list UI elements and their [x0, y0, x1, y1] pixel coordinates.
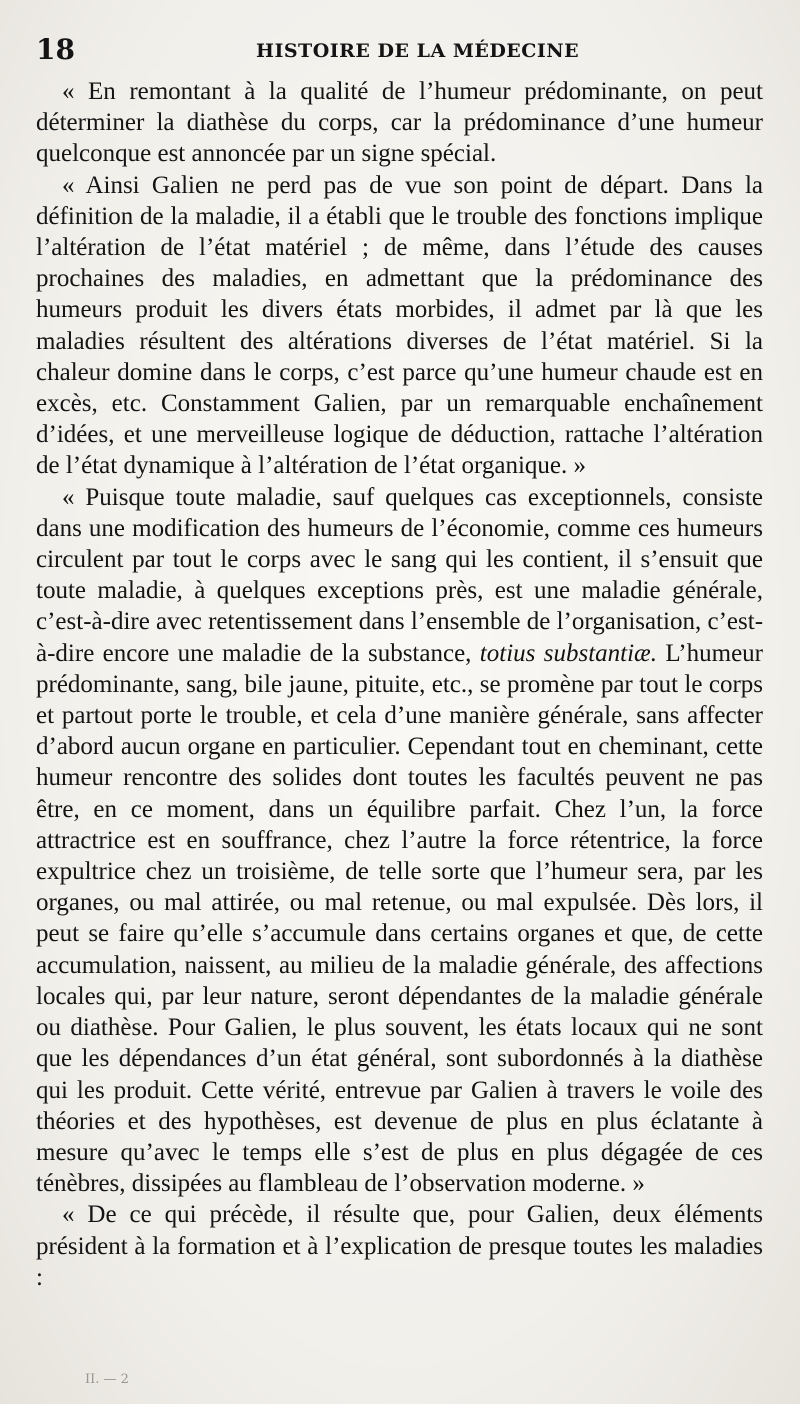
page-number: 18 — [36, 33, 75, 66]
page-header — [36, 34, 766, 66]
paragraph-4: « De ce qui précède, il résulte que, pour Galien, deux éléments président à la formation et à l’explication de presque toutes les maladies : — [36, 1201, 763, 1291]
signature-mark: II. — 2 — [85, 1372, 129, 1387]
paragraph-3 — [36, 482, 763, 1200]
paragraph-3-text-before: « Puisque toute maladie, sauf quelques cas exceptionnels, consiste dans une modification des humeurs de l’économie, comme ces humeurs circulent par tout le corps avec le sang qui les contient, il s’ensuit que toute maladie, à quelques exceptions près, est une maladie générale, c’est-à-dire avec retentissement dans l’ensemble de l’organisation, c’est-à-dire encore une maladie de la substance, — [36, 483, 764, 667]
paragraph-1: « En remontant à la qualité de l’humeur prédominante, on peut déterminer la diathèse du corps, car la prédominance d’une humeur quelconque est annoncée par un signe spécial. — [36, 78, 763, 168]
latin-phrase: totius substantiæ. — [479, 639, 657, 667]
body-text — [36, 76, 763, 1293]
running-title: HISTOIRE DE LA MÉDECINE — [256, 40, 580, 62]
paragraph-3-text-after: L’humeur prédominante, sang, bile jaune, pituite, etc., se promène par tout le corps et partout porte le trouble, et cela d’une manière générale, sans affecter d’abord aucun organe en particulier. Cependant tout en cheminant, cette humeur rencontre des solides dont toutes les facultés peuvent ne pas être, en ce moment, dans un équilibre parfait. Chez l’un, la force attractrice est en souffrance, chez l’autre la force rétentrice, la force expultrice chez un troisième, de telle sorte que l’humeur sera, par les organes, ou mal attirée, ou mal retenue, ou mal expulsée. Dès lors, il peut se faire qu’elle s’accumule dans certains organes et que, de cette accumulation, naissent, au milieu de la maladie générale, des affections locales qui, par leur nature, seront dépendantes de la maladie générale ou diathèse. Pour Galien, le plus souvent, les états locaux qui ne sont que les dépendances d’un état général, sont subordonnés à la diathèse qui les produit. Cette vérité, entrevue par Galien à travers le voile des théories et des hypothèses, est devenue de plus en plus éclatante à mesure qu’avec le temps elle s’est de plus en plus dégagée de ces ténèbres, dissipées au flambleau de l’observation moderne. » — [36, 639, 763, 1198]
paragraph-2: « Ainsi Galien ne perd pas de vue son point de départ. Dans la définition de la maladie, il a établi que le trouble des fonctions implique l’altération de l’état matériel ; de même, dans l’étude des causes prochaines des maladies, en admettant que la prédominance des humeurs produit les divers états morbides, il admet par là que les maladies résultent des altérations diverses de l’état matériel. Si la chaleur domine dans le corps, c’est parce qu’une humeur chaude est en excès, etc. Constamment Galien, par un remarquable enchaînement d’idées, et une merveilleuse logique de déduction, rattache l’altération de l’état dynamique à l’altération de l’état organique. » — [36, 171, 763, 480]
